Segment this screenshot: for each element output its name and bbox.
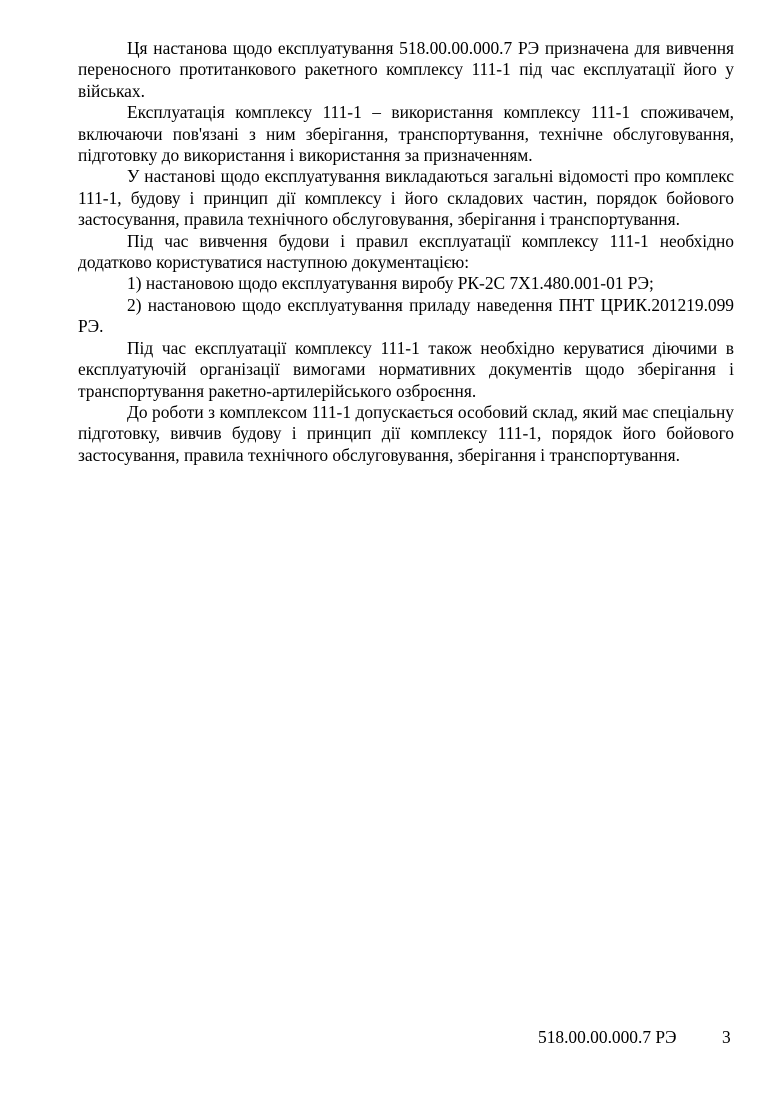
paragraph-purpose: Ця настанова щодо експлуатування 518.00.00.000.7 РЭ призначена для вивчення переносного протитанкового ракетного комплексу 111-1 під час експлуатації його у військах. <box>78 38 734 101</box>
page-number: 3 <box>722 1027 731 1047</box>
list-item-rk2s-manual: 1) настановою щодо експлуатування виробу РК-2С 7Х1.480.001-01 РЭ; <box>127 273 654 294</box>
list-item-pnt-manual: 2) настановою щодо експлуатування приладу наведення ПНТ ЦРИК.201219.099 РЭ. <box>78 294 734 337</box>
paragraph-operation-definition: Експлуатація комплексу 111-1 – використання комплексу 111-1 споживачем, включаючи пов'язані з ним зберігання, транспортування, технічне обслуговування, підготовку до використання і використання за призначенням. <box>78 102 734 166</box>
paragraph-contents-overview: У настанові щодо експлуатування викладаються загальні відомості про комплекс 111-1, будову і принцип дії комплексу і його складових частин, порядок бойового застосування, правила технічного обслуговування, зберігання і транспортування. <box>78 166 734 230</box>
document-code: 518.00.00.000.7 РЭ <box>538 1027 677 1047</box>
paragraph-additional-docs-intro: Під час вивчення будови і правил експлуатації комплексу 111-1 необхідно додатково користуватися наступною документацією: <box>78 230 734 273</box>
document-body <box>78 38 734 466</box>
page-footer <box>0 1026 776 1048</box>
paragraph-personnel-admission: До роботи з комплексом 111-1 допускається особовий склад, який має спеціальну підготовку, вивчив будову і принцип дії комплексу 111-1, порядок його бойового застосування, правила технічного обслуговування, зберігання і транспортування. <box>78 401 734 465</box>
paragraph-regulations: Під час експлуатації комплексу 111-1 також необхідно керуватися діючими в експлуатуючій організації вимогами нормативних документів щодо зберігання і транспортування ракетно-артилерійського озброєння. <box>78 337 734 401</box>
